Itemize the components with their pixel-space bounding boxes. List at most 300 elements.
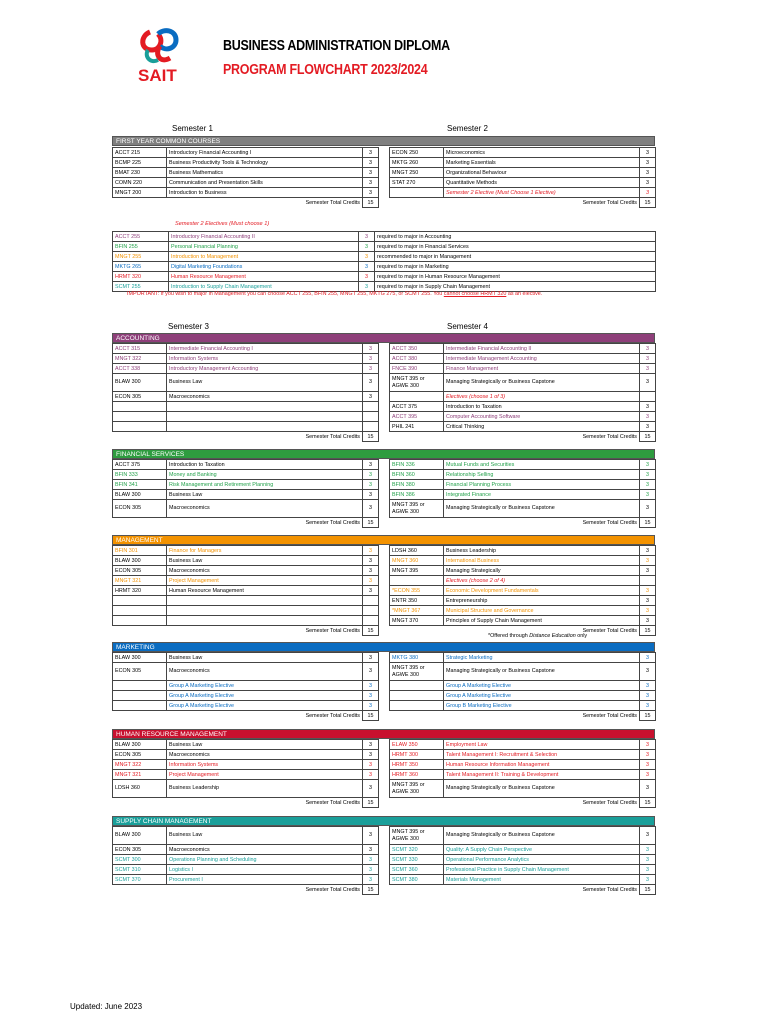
credits: 3 (363, 556, 379, 566)
table-row (390, 606, 656, 616)
credits: 3 (363, 701, 379, 711)
credits: 3 (640, 168, 656, 178)
credits: 3 (363, 760, 379, 770)
course-title: Communication and Presentation Skills (167, 178, 363, 188)
table-row (390, 770, 656, 780)
credits: 3 (359, 272, 375, 282)
table-row (390, 556, 656, 566)
table-row (113, 344, 379, 354)
total-label: Semester Total Credits (113, 432, 363, 442)
credits: 3 (640, 865, 656, 875)
course-code: MNGT 200 (113, 188, 167, 198)
table-row (113, 422, 379, 432)
credits: 3 (363, 392, 379, 402)
table-row (390, 865, 656, 875)
course-title: Group A Marketing Elective (167, 701, 363, 711)
major-note: required to major in Human Resource Management (375, 272, 656, 282)
credits: 3 (640, 616, 656, 626)
important-part: cannot choose HRMT 320 (443, 291, 507, 297)
course-title: Talent Management I: Recruitment & Selection (444, 750, 640, 760)
course-title: Managing Strategically or Business Capstone (444, 827, 640, 845)
semester-1-label: Semester 1 (172, 124, 213, 133)
course-code: SCMT 255 (113, 282, 169, 292)
course-code (113, 606, 167, 616)
note-part: *Offered through (488, 633, 530, 639)
major-note: recommended to major in Management (375, 252, 656, 262)
credits: 3 (363, 653, 379, 663)
course-title: Macroeconomics (167, 500, 363, 518)
course-code (113, 596, 167, 606)
hr-band: HUMAN RESOURCE MANAGEMENT (112, 729, 655, 739)
course-code: HRMT 300 (390, 750, 444, 760)
major-note: required to major in Financial Services (375, 242, 656, 252)
course-code: BFIN 380 (390, 480, 444, 490)
course-code: ACCT 255 (113, 232, 169, 242)
course-title: Group A Marketing Elective (167, 691, 363, 701)
table-row (113, 596, 379, 606)
course-code (113, 422, 167, 432)
table-row (390, 780, 656, 798)
elective-row (113, 252, 656, 262)
total-credits: 15 (363, 798, 379, 808)
total-label: Semester Total Credits (390, 518, 640, 528)
total-label: Semester Total Credits (390, 798, 640, 808)
course-code (390, 576, 444, 586)
credits: 3 (640, 606, 656, 616)
credits: 3 (363, 780, 379, 798)
course-title: Logistics I (167, 865, 363, 875)
course-title: Project Management (167, 770, 363, 780)
table-row (113, 691, 379, 701)
credits: 3 (640, 681, 656, 691)
course-title: Introductory Management Accounting (167, 364, 363, 374)
course-title: Business Leadership (167, 780, 363, 798)
table-row (113, 855, 379, 865)
table-row (390, 178, 656, 188)
course-title (167, 606, 363, 616)
first-year-band: FIRST YEAR COMMON COURSES (112, 136, 655, 146)
course-code: MKTG 260 (390, 158, 444, 168)
course-title: Group B Marketing Elective (444, 701, 640, 711)
course-code: MKTG 380 (390, 653, 444, 663)
credits: 3 (363, 374, 379, 392)
table-row (390, 354, 656, 364)
course-title: Computer Accounting Software (444, 412, 640, 422)
table-row (390, 701, 656, 711)
credits: 3 (640, 500, 656, 518)
table-row (113, 780, 379, 798)
total-credits: 15 (363, 432, 379, 442)
table-row (113, 616, 379, 626)
credits: 3 (640, 158, 656, 168)
credits: 3 (363, 770, 379, 780)
table-row (113, 470, 379, 480)
course-title: Finance Management (444, 364, 640, 374)
credits: 3 (640, 780, 656, 798)
table-row (113, 188, 379, 198)
course-code: BLAW 300 (113, 827, 167, 845)
credits: 3 (640, 412, 656, 422)
course-code: FNCE 390 (390, 364, 444, 374)
table-row (390, 148, 656, 158)
table-row (113, 392, 379, 402)
credits: 3 (640, 691, 656, 701)
table-row (390, 422, 656, 432)
credits: 3 (363, 148, 379, 158)
updated-note: Updated: June 2023 (70, 1002, 143, 1011)
table-row (113, 374, 379, 392)
table-row (113, 566, 379, 576)
course-title: Macroeconomics (167, 845, 363, 855)
table-row (390, 663, 656, 681)
course-title: Intermediate Management Accounting (444, 354, 640, 364)
credits: 3 (640, 344, 656, 354)
course-title: Electives (choose 1 of 3) (444, 392, 640, 402)
credits: 3 (363, 566, 379, 576)
accounting-sem4 (389, 343, 656, 442)
course-code: ECON 305 (113, 750, 167, 760)
table-row (390, 392, 656, 402)
total-label: Semester Total Credits (113, 885, 363, 895)
table-row (113, 845, 379, 855)
credits: 3 (640, 701, 656, 711)
credits (363, 402, 379, 412)
course-title: Introduction to Taxation (167, 460, 363, 470)
credits: 3 (363, 490, 379, 500)
table-row (113, 586, 379, 596)
course-title (167, 616, 363, 626)
course-code (113, 701, 167, 711)
total-label: Semester Total Credits (113, 711, 363, 721)
total-credits: 15 (640, 432, 656, 442)
total-label: Semester Total Credits (390, 432, 640, 442)
table-row (390, 546, 656, 556)
table-row (113, 770, 379, 780)
total-row (390, 885, 656, 895)
course-title: Introduction to Management (169, 252, 359, 262)
course-title: Organizational Behaviour (444, 168, 640, 178)
management-band: MANAGEMENT (112, 535, 655, 545)
course-code: BFIN 301 (113, 546, 167, 556)
credits: 3 (640, 596, 656, 606)
credits: 3 (363, 875, 379, 885)
total-label: Semester Total Credits (113, 198, 363, 208)
course-title: International Business (444, 556, 640, 566)
course-code: ECON 305 (113, 566, 167, 576)
hr-sem4 (389, 739, 656, 808)
table-row (390, 402, 656, 412)
course-code: MNGT 370 (390, 616, 444, 626)
table-row (113, 701, 379, 711)
table-row (113, 148, 379, 158)
course-code: ACCT 375 (113, 460, 167, 470)
major-note: required to major in Marketing (375, 262, 656, 272)
credits (640, 576, 656, 586)
credits (363, 422, 379, 432)
total-label: Semester Total Credits (390, 198, 640, 208)
course-code: HRMT 360 (390, 770, 444, 780)
marketing-sem3 (112, 652, 379, 721)
course-title: Human Resource Information Management (444, 760, 640, 770)
table-row (113, 354, 379, 364)
logo-text: SAIT (138, 66, 177, 84)
course-title: Intermediate Financial Accounting I (167, 344, 363, 354)
course-title: Professional Practice in Supply Chain Management (444, 865, 640, 875)
course-code (390, 392, 444, 402)
credits: 3 (363, 740, 379, 750)
elective-row (113, 282, 656, 292)
course-title: Strategic Marketing (444, 653, 640, 663)
course-title: Employment Law (444, 740, 640, 750)
credits: 3 (640, 422, 656, 432)
table-row (390, 460, 656, 470)
credits: 3 (363, 168, 379, 178)
total-label: Semester Total Credits (113, 626, 363, 636)
credits: 3 (640, 460, 656, 470)
credits: 3 (640, 556, 656, 566)
course-code: PHIL 241 (390, 422, 444, 432)
credits: 3 (363, 681, 379, 691)
table-row (113, 364, 379, 374)
sait-logo (134, 24, 190, 84)
credits: 3 (640, 546, 656, 556)
course-code: ECON 250 (390, 148, 444, 158)
credits: 3 (640, 354, 656, 364)
course-code: HRMT 320 (113, 272, 169, 282)
credits: 3 (640, 374, 656, 392)
credits: 3 (640, 875, 656, 885)
table-row (113, 556, 379, 566)
course-code (390, 691, 444, 701)
course-title: Integrated Finance (444, 490, 640, 500)
course-code: MNGT 395 or AGWE 300 (390, 663, 444, 681)
table-row (390, 586, 656, 596)
course-code: ACCT 380 (390, 354, 444, 364)
financial-sem4 (389, 459, 656, 528)
credits: 3 (363, 178, 379, 188)
table-row (390, 168, 656, 178)
course-code: MNGT 395 or AGWE 300 (390, 374, 444, 392)
course-title: Business Law (167, 653, 363, 663)
course-code: ECON 305 (113, 392, 167, 402)
course-code: MKTG 265 (113, 262, 169, 272)
table-row (390, 875, 656, 885)
course-code (390, 188, 444, 198)
course-title: Business Productivity Tools & Technology (167, 158, 363, 168)
total-row (113, 432, 379, 442)
credits: 3 (363, 500, 379, 518)
table-row (390, 344, 656, 354)
course-title: Managing Strategically or Business Capstone (444, 500, 640, 518)
course-title: Finance for Managers (167, 546, 363, 556)
total-credits: 15 (363, 518, 379, 528)
course-code: SCMT 330 (390, 855, 444, 865)
course-code: MNGT 255 (113, 252, 169, 262)
total-row (390, 432, 656, 442)
credits: 3 (640, 827, 656, 845)
course-code: STAT 270 (390, 178, 444, 188)
course-title: Introduction to Supply Chain Management (169, 282, 359, 292)
table-row (113, 606, 379, 616)
table-row (390, 480, 656, 490)
credits (640, 392, 656, 402)
course-code: BLAW 300 (113, 374, 167, 392)
course-code: MNGT 395 (390, 566, 444, 576)
management-sem4 (389, 545, 656, 636)
credits: 3 (640, 402, 656, 412)
credits: 3 (359, 262, 375, 272)
credits: 3 (640, 470, 656, 480)
total-row (113, 711, 379, 721)
table-row (113, 402, 379, 412)
course-title: Macroeconomics (167, 663, 363, 681)
credits: 3 (640, 566, 656, 576)
course-title: Materials Management (444, 875, 640, 885)
credits: 3 (363, 354, 379, 364)
course-code: ELAW 350 (390, 740, 444, 750)
table-row (390, 490, 656, 500)
course-code: MNGT 321 (113, 576, 167, 586)
credits: 3 (363, 845, 379, 855)
course-code: BLAW 300 (113, 653, 167, 663)
total-credits: 15 (640, 518, 656, 528)
course-title: Entrepreneurship (444, 596, 640, 606)
table-row (390, 412, 656, 422)
total-row (390, 798, 656, 808)
course-code: BFIN 341 (113, 480, 167, 490)
credits: 3 (640, 148, 656, 158)
course-title: Procurement I (167, 875, 363, 885)
course-code: ACCT 375 (390, 402, 444, 412)
page-title: BUSINESS ADMINISTRATION DIPLOMA (223, 38, 450, 54)
important-part: as an elective. (506, 291, 543, 297)
semester-3-label: Semester 3 (168, 322, 209, 331)
course-code: BFIN 360 (390, 470, 444, 480)
credits: 3 (363, 663, 379, 681)
course-code (113, 412, 167, 422)
course-title: Mutual Funds and Securities (444, 460, 640, 470)
course-title: Introduction to Business (167, 188, 363, 198)
course-title (167, 596, 363, 606)
table-row (113, 490, 379, 500)
total-credits: 15 (363, 198, 379, 208)
credits: 3 (640, 663, 656, 681)
course-code (390, 701, 444, 711)
total-credits: 15 (640, 798, 656, 808)
course-title: Group A Marketing Elective (444, 681, 640, 691)
course-code: MNGT 322 (113, 354, 167, 364)
course-title: Operations Planning and Scheduling (167, 855, 363, 865)
course-code: ECON 305 (113, 663, 167, 681)
course-title: Human Resource Management (169, 272, 359, 282)
course-title: Introductory Financial Accounting I (167, 148, 363, 158)
course-title: Business Law (167, 556, 363, 566)
elective-row (113, 232, 656, 242)
table-row (390, 845, 656, 855)
table-row (113, 663, 379, 681)
credits: 3 (363, 855, 379, 865)
credits: 3 (363, 470, 379, 480)
course-code: MNGT 321 (113, 770, 167, 780)
credits: 3 (363, 344, 379, 354)
course-code: ACCT 338 (113, 364, 167, 374)
table-row (113, 158, 379, 168)
important-note (127, 291, 542, 297)
course-title: Business Leadership (444, 546, 640, 556)
credits (363, 616, 379, 626)
distance-ed-note (488, 633, 587, 639)
table-row (390, 760, 656, 770)
semester-2-label: Semester 2 (447, 124, 488, 133)
accounting-sem3 (112, 343, 379, 442)
credits (363, 606, 379, 616)
credits: 3 (363, 827, 379, 845)
table-row (390, 827, 656, 845)
credits: 3 (640, 740, 656, 750)
course-title: Human Resource Management (167, 586, 363, 596)
course-title: Money and Banking (167, 470, 363, 480)
course-code: ACCT 395 (390, 412, 444, 422)
credits: 3 (640, 188, 656, 198)
table-row (390, 500, 656, 518)
total-label: Semester Total Credits (390, 626, 640, 636)
accounting-band: ACCOUNTING (112, 333, 655, 343)
course-code: MNGT 322 (113, 760, 167, 770)
total-row (390, 518, 656, 528)
credits: 3 (359, 252, 375, 262)
total-label: Semester Total Credits (390, 885, 640, 895)
total-row (113, 518, 379, 528)
course-title: Critical Thinking (444, 422, 640, 432)
total-row (113, 798, 379, 808)
course-title: Digital Marketing Foundations (169, 262, 359, 272)
total-label: Semester Total Credits (113, 518, 363, 528)
course-title: Personal Financial Planning (169, 242, 359, 252)
course-title: Project Management (167, 576, 363, 586)
course-code: SCMT 370 (113, 875, 167, 885)
total-row (113, 198, 379, 208)
credits: 3 (640, 770, 656, 780)
course-code: SCMT 320 (390, 845, 444, 855)
total-credits: 15 (640, 198, 656, 208)
note-part: Distance Education (529, 633, 576, 639)
electives-table (112, 231, 656, 292)
credits: 3 (363, 576, 379, 586)
table-row (113, 740, 379, 750)
course-code: BMAT 230 (113, 168, 167, 178)
course-code: MNGT 360 (390, 556, 444, 566)
financial-sem3 (112, 459, 379, 528)
credits: 3 (363, 460, 379, 470)
course-code: MNGT 395 or AGWE 300 (390, 780, 444, 798)
credits: 3 (363, 691, 379, 701)
credits: 3 (363, 586, 379, 596)
table-row (113, 681, 379, 691)
table-row (390, 681, 656, 691)
course-code (113, 402, 167, 412)
financial-services-band: FINANCIAL SERVICES (112, 449, 655, 459)
course-code: MNGT 250 (390, 168, 444, 178)
course-code (113, 616, 167, 626)
table-row (113, 875, 379, 885)
credits: 3 (640, 750, 656, 760)
course-code (113, 691, 167, 701)
elective-row (113, 242, 656, 252)
credits: 3 (363, 188, 379, 198)
course-title: Operational Performance Analytics (444, 855, 640, 865)
total-row (390, 711, 656, 721)
course-code (113, 681, 167, 691)
